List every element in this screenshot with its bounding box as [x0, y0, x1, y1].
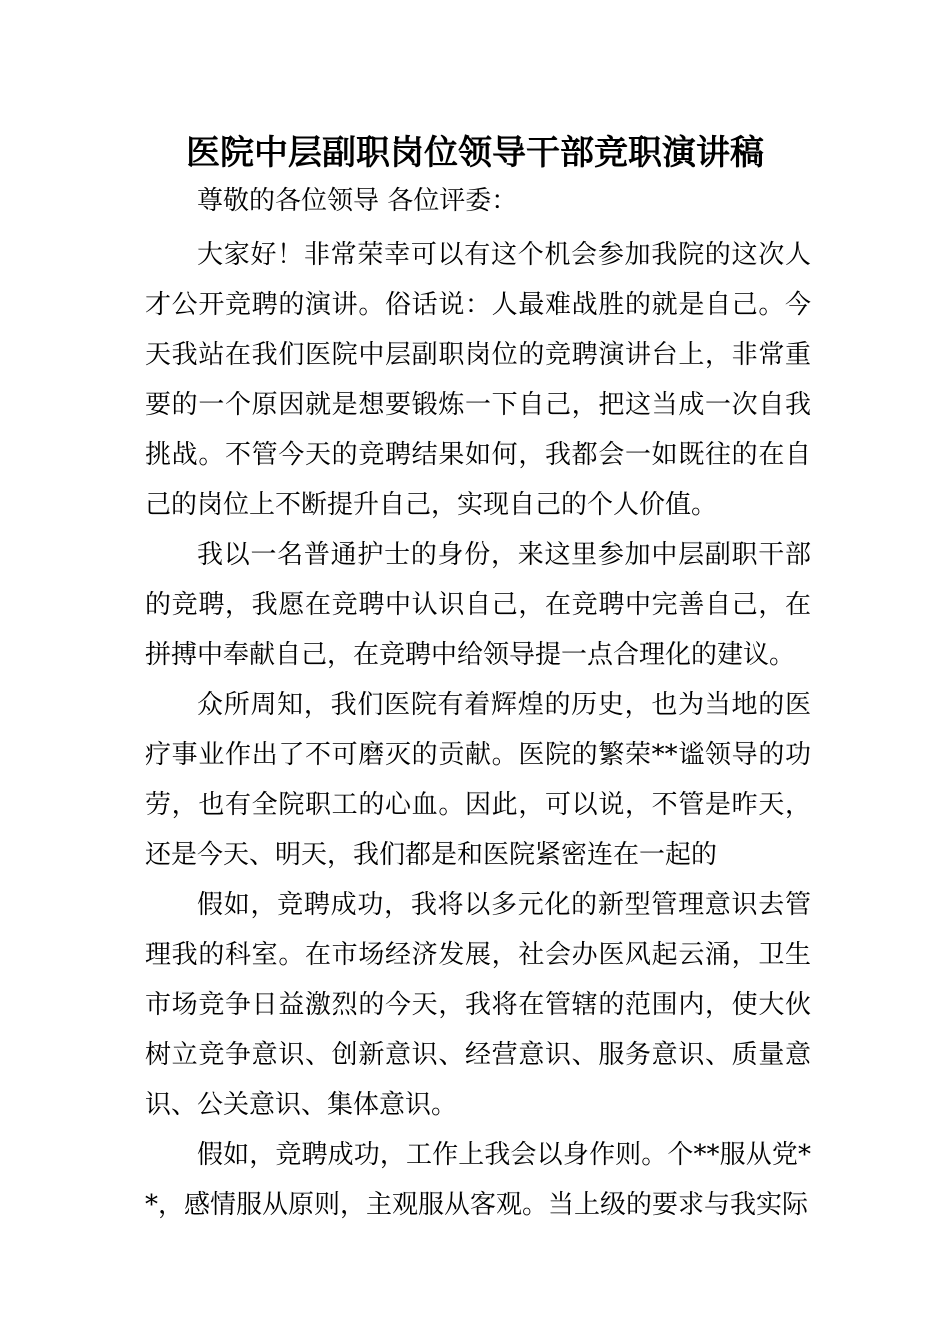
paragraph-2: 我以一名普通护士的身份，来这里参加中层副职干部的竞聘，我愿在竞聘中认识自己，在竞聘中完善自己，在拼搏中奉献自己，在竞聘中给领导提一点合理化的建议。 — [145, 540, 811, 670]
paragraph-3: 众所周知，我们医院有着辉煌的历史，也为当地的医疗事业作出了不可磨灭的贡献。医院的繁荣**谧领导的功劳，也有全院职工的心血。因此，可以说，不管是昨天，还是今天、明天，我们都是和医院紧密连在一起的 — [145, 690, 811, 870]
paragraph-5: 假如，竞聘成功，工作上我会以身作则。个**服从党**，感情服从原则，主观服从客观。当上级的要求与我实际 — [145, 1140, 811, 1220]
salutation: 尊敬的各位领导 各位评委： — [197, 186, 518, 216]
paragraph-1: 大家好！非常荣幸可以有这个机会参加我院的这次人才公开竞聘的演讲。俗话说：人最难战胜的就是自己。今天我站在我们医院中层副职岗位的竞聘演讲台上，非常重要的一个原因就是想要锻炼一下自己，把这当成一次自我挑战。不管今天的竞聘结果如何，我都会一如既往的在自己的岗位上不断提升自己，实现自己的个人价值。 — [145, 240, 811, 520]
document-body — [145, 180, 811, 1230]
paragraph-4: 假如，竞聘成功，我将以多元化的新型管理意识去管理我的科室。在市场经济发展，社会办医风起云涌，卫生市场竞争日益激烈的今天，我将在管辖的范围内，使大伙树立竞争意识、创新意识、经营意识、服务意识、质量意识、公关意识、集体意识。 — [145, 890, 811, 1120]
document-title: 医院中层副职岗位领导干部竞职演讲稿 — [186, 133, 764, 173]
